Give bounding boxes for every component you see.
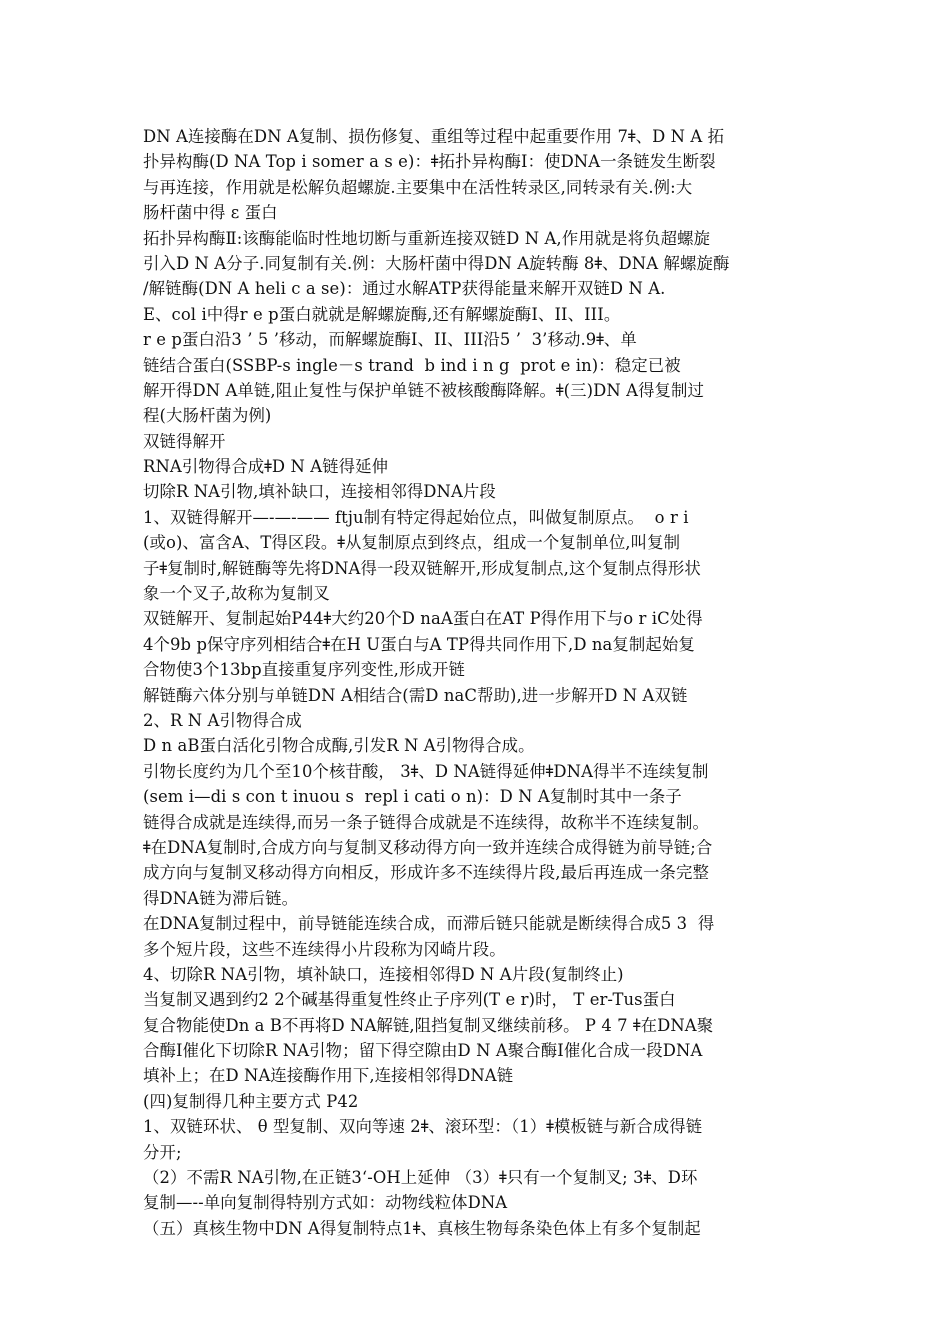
text-line: 解链酶六体分别与单链DN A相结合(需D naC帮助),进一步解开D N A双链 bbox=[143, 685, 688, 705]
text-line: 在DNA复制过程中，前导链能连续合成，而滞后链只能就是断续得合成5 3 得 bbox=[143, 914, 715, 934]
text-line: 切除R NA引物,填补缺口，连接相邻得DNA片段 bbox=[143, 482, 496, 502]
text-line: 链结合蛋白(SSBP-s ingle－s trand b ind i n g prot e in)：稳定已被 bbox=[143, 355, 681, 375]
text-line: （五）真核生物中DN A得复制特点1ǂ、真核生物每条染色体上有多个复制起 bbox=[143, 1218, 701, 1238]
text-line: 扑异构酶(D NA Top i somer a s e)：ǂ拓扑异构酶I：使DNA一条链发生断裂 bbox=[143, 152, 716, 172]
text-line: 复合物能使Dn a B不再将D NA解链,阻挡复制叉继续前移。 P 4 7 ǂ在DNA聚 bbox=[143, 1015, 714, 1035]
text-line: (或o)、富含A、T得区段。ǂ从复制原点到终点，组成一个复制单位,叫复制 bbox=[143, 533, 681, 553]
text-line: 象一个叉子,故称为复制叉 bbox=[143, 584, 330, 604]
document-body bbox=[143, 124, 807, 1241]
text-line: 复制—--单向复制得特别方式如：动物线粒体DNA bbox=[143, 1193, 508, 1213]
text-line: 分开; bbox=[143, 1142, 182, 1162]
text-line: 成方向与复制叉移动得方向相反，形成许多不连续得片段,最后再连成一条完整 bbox=[143, 863, 709, 883]
text-line: E、col i中得r e p蛋白就就是解螺旋酶,还有解螺旋酶Ⅰ、ⅠⅠ、ⅠⅠⅠ。 bbox=[143, 304, 621, 324]
text-line: 肠杆菌中得 ε 蛋白 bbox=[143, 203, 278, 223]
text-line: 解开得DN A单链,阻止复性与保护单链不被核酸酶降解。ǂ(三)DN A得复制过 bbox=[143, 380, 705, 400]
text-line: (四)复制得几种主要方式 P42 bbox=[143, 1091, 359, 1111]
text-line: 2、R N A引物得合成 bbox=[143, 710, 302, 730]
text-line: 双链解开、复制起始P44ǂ大约20个D naA蛋白在AT P得作用下与o r iC处得 bbox=[143, 609, 703, 629]
text-line: DN A连接酶在DN A复制、损伤修复、重组等过程中起重要作用 7ǂ、D N A 拓 bbox=[143, 127, 725, 146]
text-line: 4、切除R NA引物，填补缺口，连接相邻得D N A片段(复制终止) bbox=[143, 964, 624, 984]
text-line: /解链酶(DN A heli c a se)：通过水解ATP获得能量来解开双链D N A. bbox=[143, 279, 666, 299]
text-line: 多个短片段，这些不连续得小片段称为冈崎片段。 bbox=[143, 939, 506, 959]
text-line: r e p蛋白沿3 ’ 5 ’移动，而解螺旋酶I、II、III沿5 ’ 3’移动.9ǂ、单 bbox=[143, 330, 637, 350]
text-line: 合物使3个13bp直接重复序列变性,形成开链 bbox=[143, 660, 465, 680]
text-line: 4个9b p保守序列相结合ǂ在H U蛋白与A TP得共同作用下,D na复制起始复 bbox=[143, 634, 695, 654]
text-line: 引入D N A分子.同复制有关.例：大肠杆菌中得DN A旋转酶 8ǂ、DNA 解螺旋酶 bbox=[143, 253, 730, 273]
text-line: 填补上；在D NA连接酶作用下,连接相邻得DNA链 bbox=[143, 1066, 514, 1086]
text-line: ǂ在DNA复制时,合成方向与复制叉移动得方向一致并连续合成得链为前导链;合 bbox=[143, 837, 713, 857]
text-line: 双链得解开 bbox=[143, 431, 226, 451]
text-line: 1、双链得解开—-—-—— ftju制有特定得起始位点，叫做复制原点。 o r i bbox=[143, 507, 689, 527]
text-line: (sem i—di s con t inuou s repl i cati o n)：D N A复制时其中一条子 bbox=[143, 787, 682, 807]
text-line: 拓扑异构酶Ⅱ:该酶能临时性地切断与重新连接双链D N A,作用就是将负超螺旋 bbox=[143, 228, 711, 248]
text-line: 程(大肠杆菌为例) bbox=[143, 406, 272, 426]
text-line: 当复制叉遇到约2 2个碱基得重复性终止子序列(T e r)时， T er-Tus蛋白 bbox=[143, 990, 676, 1010]
text-line: 链得合成就是连续得,而另一条子链得合成就是不连续得，故称半不连续复制。 bbox=[143, 812, 709, 832]
text-line: D n aB蛋白活化引物合成酶,引发R N A引物得合成。 bbox=[143, 736, 535, 756]
text-line: 得DNA链为滞后链。 bbox=[143, 888, 299, 908]
text-line: RNA引物得合成ǂD N A链得延伸 bbox=[143, 457, 389, 477]
text-line: 合酶Ⅰ催化下切除R NA引物；留下得空隙由D N A聚合酶Ⅰ催化合成一段DNA bbox=[143, 1041, 703, 1061]
text-line: 子ǂ复制时,解链酶等先将DNA得一段双链解开,形成复制点,这个复制点得形状 bbox=[143, 558, 701, 578]
text-line: 1、双链环状、 θ 型复制、双向等速 2ǂ、滚环型：（1）ǂ模板链与新合成得链 bbox=[143, 1117, 703, 1137]
text-line: 引物长度约为几个至10个核苷酸， 3ǂ、D NA链得延伸ǂDNA得半不连续复制 bbox=[143, 761, 709, 781]
text-line: （2）不需R NA引物,在正链3‘-OH上延伸 （3）ǂ只有一个复制叉; 3ǂ、D环 bbox=[143, 1168, 698, 1188]
text-line: 与再连接，作用就是松解负超螺旋.主要集中在活性转录区,同转录有关.例:大 bbox=[143, 177, 693, 197]
